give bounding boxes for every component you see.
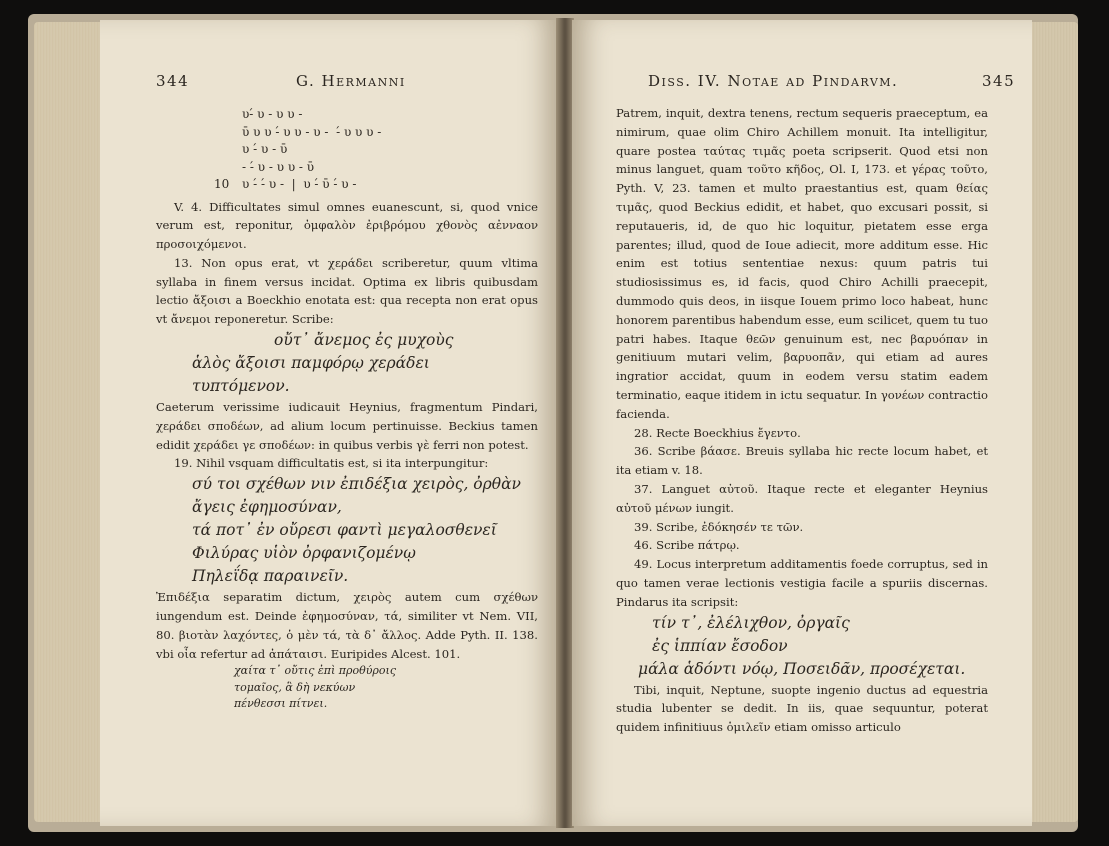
left-page-number: 344 (156, 72, 190, 90)
page-edges-right (1030, 22, 1078, 822)
paragraph-19: 19. Nihil vsquam difficultatis est, si ita interpungitur: (174, 456, 489, 471)
metric-line: - -́ υ - υ υ - ῡ (242, 159, 315, 174)
left-page-body (156, 106, 538, 713)
note-37: 37. Languet αὐτοῦ. Itaque recte et eleganter Heynius αὐτοῦ μένων iungit. (616, 481, 988, 515)
greek-verse-line: ἐς ἱππίαν ἔσοδον (652, 636, 788, 655)
note-39: 39. Scribe, ἐδόκησέν τε τῶν. (634, 519, 804, 534)
quote-line: πένθεσσι πίτνει. (234, 697, 328, 711)
greek-verse-line: τυπτόμενον. (192, 377, 290, 396)
greek-verse-line: μάλα ἁδόντι νόῳ, Ποσειδᾶν, προσέχεται. (638, 659, 966, 678)
metric-line: υ-́ υ - υ υ - (242, 107, 303, 121)
paragraph-13: 13. Non opus erat, vt χεράδει scriberetur, quum vltima syllaba in finem versus incidat. Optima ex libris quibusdam lectio ἄξοισι a Boeckhio enotata est: qua recepta non erat opus vt ἄνεμοι reponeretur. Scribe: (156, 255, 538, 327)
paragraph-tibi: Tibi, inquit, Neptune, suopte ingenio ductus ad equestria studia lubenter se dedit. In iis, quae sequuntur, poterat quidem infinitiuus ὁμιλεῖν etiam omisso articulo (616, 682, 988, 735)
paragraph-v4: V. 4. Difficultates simul omnes euanescunt, si, quod vnice verum est, reponitur, ὀμφαλὸν ἐριβρόμου χθονὸς αἐνναον προσοιχόμενοι. (156, 199, 538, 252)
note-28: 28. Recte Boeckhius ἔγεντο. (634, 425, 801, 440)
greek-verse-line: ἄγεις ἐφημοσύναν, (192, 498, 342, 517)
greek-verse-line: οὔτ᾽ ἄνεμος ἐς μυχοὺς (274, 331, 454, 350)
note-36: 36. Scribe βάασε. Breuis syllaba hic recte locum habet, et ita etiam v. 18. (616, 444, 988, 478)
greek-verse-line: Πηλεΐδᾳ παραινεῖν. (192, 567, 349, 586)
paragraph-epidexia: Ἐπιδέξια separatim dictum, χειρὸς autem cum σχέθων iungendum est. Deinde ἐφημοσύναν, τά, similiter vt Nem. VII, 80. βιοτὰν λαχόντες, ὁ μὲν τά, τὰ δ᾽ ἄλλος. Adde Pyth. II. 138. vbi οἷα refertur ad ἀπάταισι. Euripides Alcest. 101. (156, 590, 538, 661)
greek-verse-line: τίν τ᾽, ἐλέλιχθον, ὀργαῖς (652, 613, 850, 632)
paragraph-caeterum: Caeterum verissime iudicauit Heynius, fragmentum Pindari, χεράδει σποδέων, ad alium locum pertinuisse. Beckius tamen edidit χεράδει γε σποδέων: in quibus verbis γὲ ferri non potest. (156, 400, 538, 452)
metric-scheme (156, 106, 538, 194)
right-page-body (616, 104, 988, 737)
greek-verse-line: τά ποτ᾽ ἐν οὔρεσι φαντὶ μεγαλοσθενεῖ (192, 521, 497, 540)
right-page (572, 20, 1032, 826)
greek-verse-line: Φιλύρας υἱὸν ὀρφανιζομένῳ (192, 544, 416, 563)
greek-verse-line: ἁλὸς ἄξοισι παμφόρῳ χεράδει (192, 354, 430, 373)
quote-line: χαίτα τ᾽ οὔτις ἐπὶ προθύροις (234, 664, 396, 678)
left-page (100, 20, 558, 826)
note-46: 46. Scribe πάτρῳ. (634, 538, 740, 553)
right-page-number: 345 (982, 72, 1016, 90)
paragraph-patrem: Patrem, inquit, dextra tenens, rectum sequeris praeceptum, ea nimirum, quae olim Chiro Achillem monuit. Ita intelligitur, quare postea ταύτας τιμᾶς poeta scripserit. Quod etsi non minus languet, quam τοῦτο κῆδος, Ol. I, 173. et γέρας τοῦτο, Pyth. V, 23. tamen et multo praestantius est, quam θείας τιμᾶς, quod Beckius edidit, et habet, quo excusari possit, si reputaueris, id, de quo hic loquitur, pietatem esse erga parentes; illud, quod de Ioue adiecit, more additum esse. Hic enim est totius sententiae nexus: quum patris tui studiosissimus es, id facis, quod Chiro Achilli praecepit, dummodo quis deos, in iisque Iouem primo loco habeat, hunc honorem parentibus habendum esse, eum scilicet, quem tu tuo patri habes. Itaque θεῶν genuinum est, nec βαρυόπαν in genitiuum mutari velim, βαρυοπᾶν, qui etiam ad aures ingratior accidat, quum in eodem versu statim eadem terminatio, eaque itidem in ictu sequatur. In γονέων contractio facienda. (616, 106, 988, 421)
metric-line: 10 υ -́ -́ υ - | υ -́ ῡ -́ υ - (214, 177, 357, 191)
greek-verse-line: σύ τοι σχέθων νιν ἐπιδέξια χειρὸς, ὀρθὰν (192, 475, 521, 494)
metric-line: ῡ υ υ -́ υ υ - υ - -́ υ υ υ - (242, 124, 382, 139)
metric-line: υ -́ υ - ῡ (242, 142, 288, 156)
note-49: 49. Locus interpretum additamentis foede corruptus, sed in quo tamen verae lectionis vestigia facile a spuriis discernas. Pindarus ita scripsit: (616, 557, 988, 609)
quote-line: τομαῖος, ἃ δὴ νεκύων (234, 680, 356, 694)
left-running-head: G. Hermanni (296, 72, 406, 90)
right-running-head: Diss. IV. Notae ad Pindarvm. (648, 72, 899, 90)
